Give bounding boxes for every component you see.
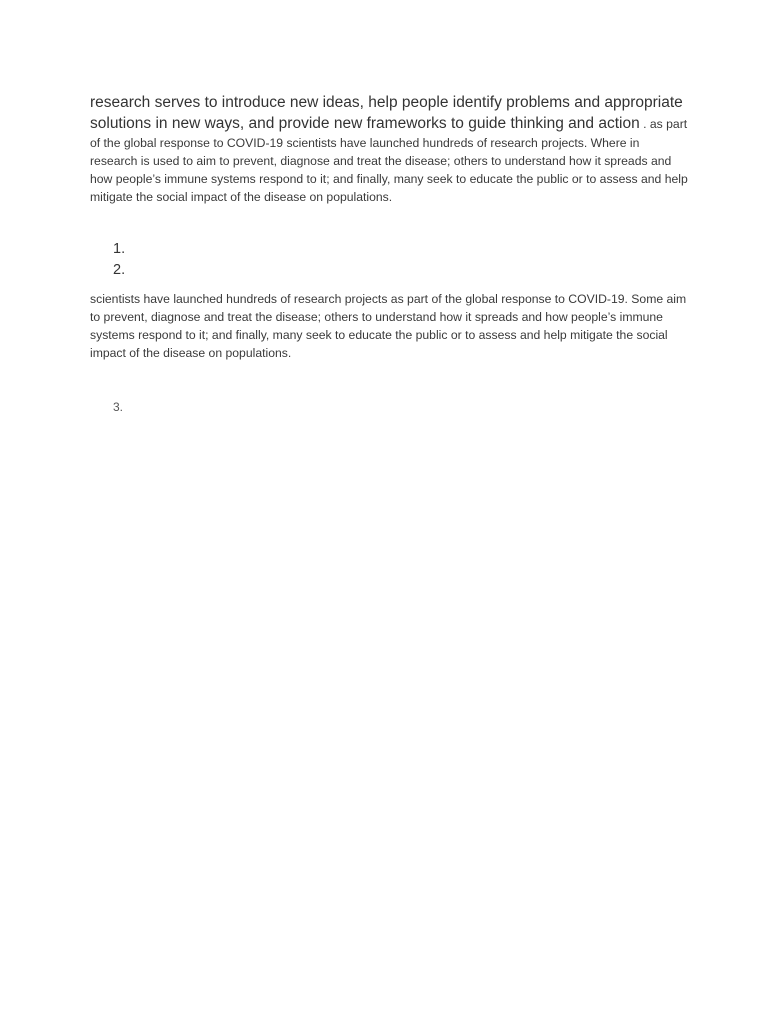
numbered-list-continued	[113, 400, 123, 414]
intro-lead-text: research serves to introduce new ideas, help people identify problems and appropriate solutions in new ways, and provide new frameworks to guide thinking and action	[90, 94, 683, 132]
numbered-list	[113, 239, 125, 281]
body-paragraph: scientists have launched hundreds of research projects as part of the global response to COVID-19. Some aim to prevent, diagnose and treat the disease; others to understand how it spreads and how people’s immune systems respond to it; and finally, many seek to educate the public or to assess and help mitigate the social impact of the disease on populations.	[90, 292, 687, 360]
list-item-marker: 2.	[113, 262, 126, 278]
intro-rest-text: as part of the global response to COVID-19 scientists have launched hundreds of research projects. Where in research is used to aim to prevent, diagnose and treat the disease; others to understand how it spreads and how people’s immune systems respond to it; and finally, many seek to educate the public or to assess and help mitigate the social impact of the disease on populations.	[90, 116, 688, 204]
list-item-marker: 1.	[113, 241, 126, 257]
intro-separator: .	[639, 116, 650, 131]
intro-paragraph	[90, 93, 690, 206]
list-item-marker: 3.	[113, 400, 124, 414]
